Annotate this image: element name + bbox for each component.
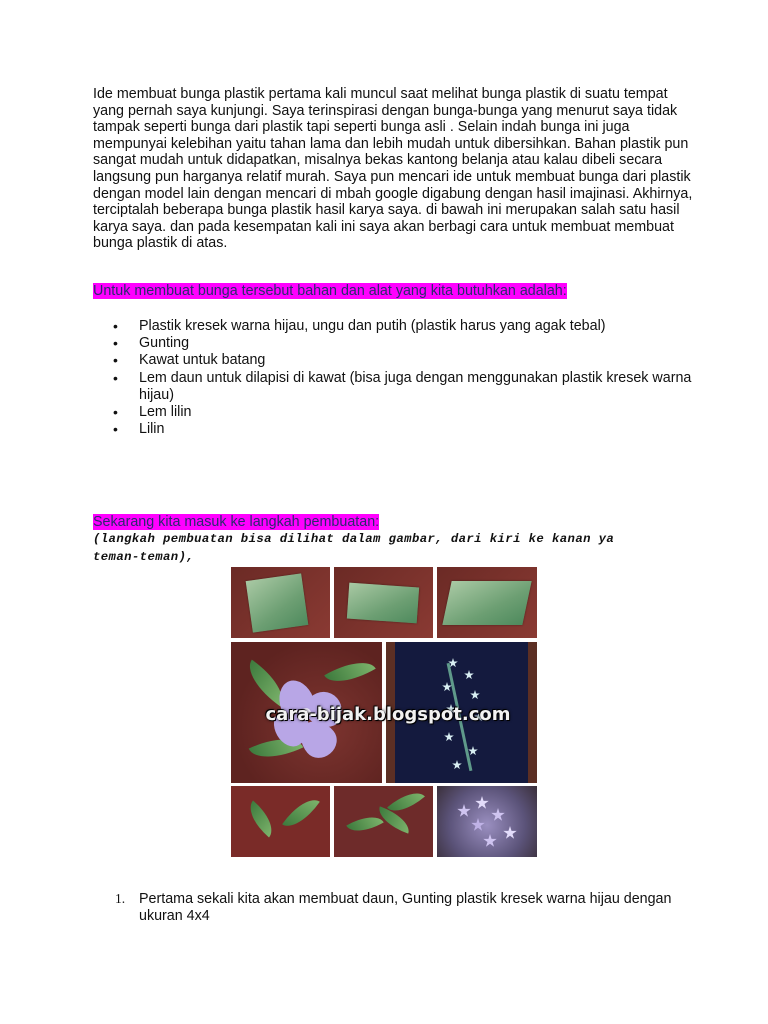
flower-shape <box>471 818 485 832</box>
steps-heading-block <box>93 513 379 531</box>
materials-heading: Untuk membuat bunga tersebut bahan dan alat yang kita butuhkan adalah: <box>93 282 567 299</box>
flower-shape <box>475 796 489 810</box>
photo-leaf-square-2 <box>334 567 433 638</box>
photo-leaf-square-1 <box>231 567 330 638</box>
step-number: 1. <box>115 891 126 906</box>
photo-leaf-cut-1 <box>231 786 330 857</box>
flower-shape <box>483 834 497 848</box>
flower-shape <box>491 808 505 822</box>
photo-lilac-flowers <box>437 786 537 857</box>
leaf-shape <box>324 651 376 692</box>
document-body <box>93 86 693 438</box>
photo-leaf-cut-2 <box>334 786 433 857</box>
materials-list <box>93 318 693 438</box>
photo-leaf-square-3 <box>437 567 537 638</box>
flower-shape <box>444 732 454 742</box>
flower-shape <box>464 670 474 680</box>
intro-paragraph: Ide membuat bunga plastik pertama kali muncul saat melihat bunga plastik di suatu tempat yang pernah saya kunjungi. Saya terinspirasi dengan bunga-bunga yang menurut saya tidak tampak seperti bunga dari plastik tapi seperti bunga asli . Selain indah bunga ini juga mempunyai kelebihan yaitu tahan lama dan lebih mudah untuk dibersihkan. Bahan plastik pun sangat mudah untuk didapatkan, misalnya bekas kantong belanja atau kalau dibeli secara langsung pun harganya relatif murah. Saya pun mencari ide untuk membuat bunga dari plastik dengan model lain dengan mencari di mbah google digabung dengan hasil imajinasi. Akhirnya, terciptalah beberapa bunga plastik hasil karya saya. di bawah ini merupakan salah satu hasil karya saya. dan pada kesempatan kali ini saya akan berbagi cara untuk membuat membuat bunga plastik di atas. <box>93 86 693 252</box>
step-text: Pertama sekali kita akan membuat daun, Gunting plastik kresek warna hijau dengan ukuran 4x4 <box>139 891 672 924</box>
list-item: • Plastik kresek warna hijau, ungu dan putih (plastik harus yang agak tebal) <box>93 318 693 335</box>
leaf-shape <box>282 791 320 834</box>
leaf-shape <box>241 801 280 838</box>
list-item: • Lem daun untuk dilapisi di kawat (bisa juga dengan menggunakan plastik kresek warna hijau) <box>93 370 693 404</box>
plastic-folded-shape <box>442 581 531 625</box>
flower-shape <box>468 746 478 756</box>
steps-photo-collage <box>231 567 537 857</box>
plastic-folded-shape <box>347 583 419 624</box>
steps-note: (langkah pembuatan bisa dilihat dalam gambar, dari kiri ke kanan ya teman-teman), <box>93 532 615 564</box>
list-item: • Gunting <box>93 335 693 352</box>
plastic-square-shape <box>246 573 309 632</box>
flower-shape <box>503 826 517 840</box>
steps-list <box>93 891 673 925</box>
list-item: • Kawat untuk batang <box>93 352 693 369</box>
steps-heading: Sekarang kita masuk ke langkah pembuatan: <box>93 514 380 530</box>
list-item: • Lilin <box>93 421 693 438</box>
flower-shape <box>452 760 462 770</box>
collage-watermark: cara-bijak.blogspot.com <box>265 704 511 725</box>
list-item: • Lem lilin <box>93 404 693 421</box>
materials-heading-block <box>93 282 693 300</box>
leaf-shape <box>346 809 383 840</box>
flower-shape <box>457 804 471 818</box>
list-item <box>93 891 673 925</box>
flower-shape <box>470 690 480 700</box>
